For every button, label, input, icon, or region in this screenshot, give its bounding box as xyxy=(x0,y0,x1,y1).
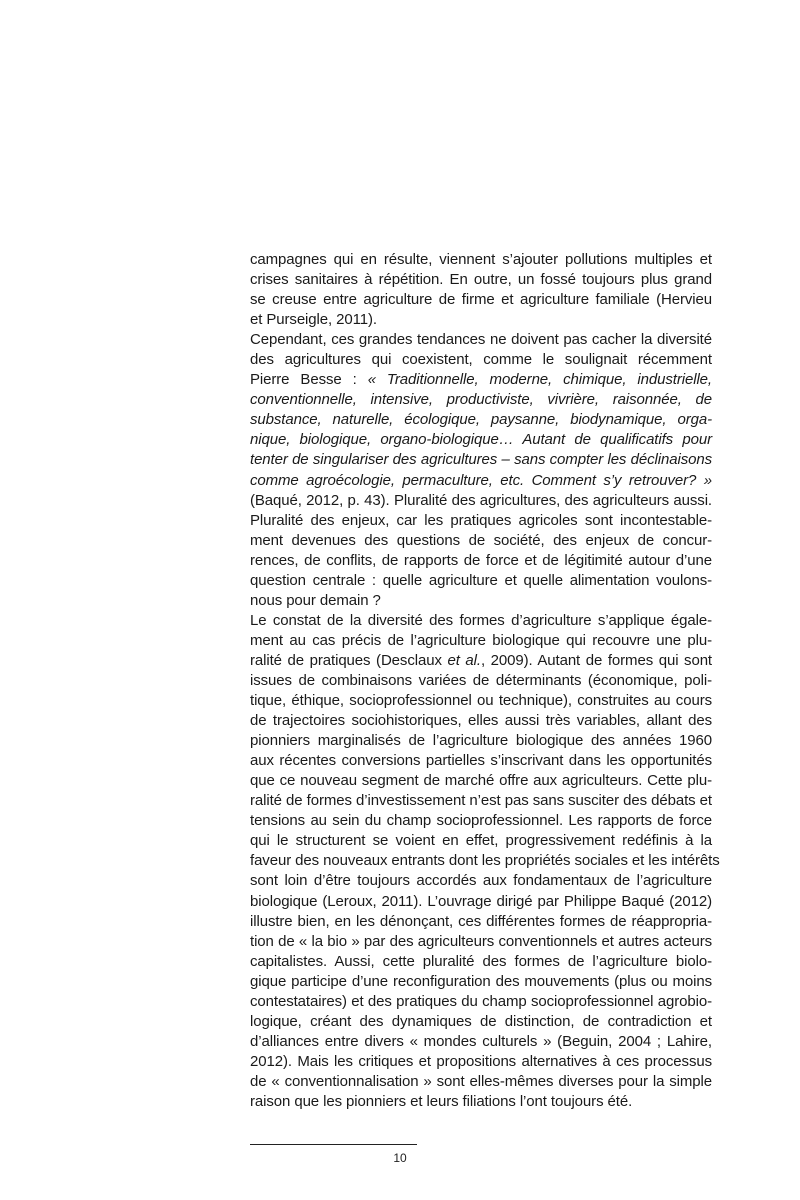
text-run: capitalistes. Aussi, cette pluralité des formes de l’agriculture biolo- xyxy=(250,952,712,970)
text-run: nous pour demain ? xyxy=(250,591,381,609)
text-line xyxy=(250,912,712,932)
text-run: des agricultures qui coexistent, comme le soulignait récemment xyxy=(250,351,712,369)
text-run: tensions au sein du champ socioprofessionnel. Les rapports de force xyxy=(250,812,712,830)
text-line xyxy=(250,430,712,450)
italic-text: tenter de singulariser des agricultures – sans compter les déclinaisons xyxy=(250,451,712,469)
text-line xyxy=(250,932,712,952)
text-line xyxy=(250,350,712,370)
text-run: tique, éthique, socioprofessionnel ou technique), construites au cours xyxy=(250,692,712,710)
italic-text: conventionnelle, intensive, productiviste, vivrière, raisonnée, de xyxy=(250,391,712,409)
text-line xyxy=(250,1012,712,1032)
text-line xyxy=(250,330,712,350)
text-run: ralité de formes d’investissement n’est pas sans susciter des débats et xyxy=(250,792,712,810)
italic-text: et al. xyxy=(447,651,481,669)
text-run: , 2009). Autant de formes qui sont xyxy=(480,651,712,669)
italic-text: substance, naturelle, écologique, paysanne, biodynamique, orga- xyxy=(250,411,712,429)
text-run: ralité de pratiques (Desclaux xyxy=(250,651,448,669)
text-run: raison que les pionniers et leurs filiations l’ont toujours été. xyxy=(250,1092,633,1110)
text-line xyxy=(250,992,712,1012)
text-line xyxy=(250,1052,712,1072)
text-line xyxy=(250,270,712,290)
text-run: qui le structurent se voient en effet, progressivement redéfinis à la xyxy=(250,832,712,850)
text-line xyxy=(250,651,712,671)
text-run: logique, créant des dynamiques de distinction, de contradiction et xyxy=(250,1012,712,1030)
text-line xyxy=(250,691,712,711)
text-line xyxy=(250,611,712,631)
text-run: Le constat de la diversité des formes d’agriculture s’applique égale- xyxy=(250,611,712,629)
text-run: pionniers marginalisés de l’agriculture biologique des années 1960 xyxy=(250,732,712,750)
text-line xyxy=(250,711,712,731)
text-line xyxy=(250,511,712,531)
text-line xyxy=(250,450,712,470)
text-run: (Baqué, 2012, p. 43). Pluralité des agricultures, des agriculteurs aussi. xyxy=(250,491,712,509)
text-line xyxy=(250,731,712,751)
text-line xyxy=(250,831,712,851)
text-run: contestataires) et des pratiques du champ socioprofessionnel agrobio- xyxy=(250,992,712,1010)
text-run: que ce nouveau segment de marché offre aux agriculteurs. Cette plu- xyxy=(250,772,712,790)
text-line xyxy=(250,1032,712,1052)
text-run: question centrale : quelle agriculture et quelle alimentation voulons- xyxy=(250,571,712,589)
text-line xyxy=(250,871,712,891)
text-run: ment au cas précis de l’agriculture biologique qui recouvre une plu- xyxy=(250,631,712,649)
text-line xyxy=(250,531,712,551)
text-line xyxy=(250,751,712,771)
footer-rule xyxy=(250,1144,417,1145)
text-line xyxy=(250,250,712,270)
text-line xyxy=(250,791,712,811)
text-run: Pierre Besse : xyxy=(250,371,368,389)
text-run: Pluralité des enjeux, car les pratiques agricoles sont incontestable- xyxy=(250,511,712,529)
text-line xyxy=(250,952,712,972)
text-run: issues de combinaisons variées de déterminants (économique, poli- xyxy=(250,671,712,689)
text-line xyxy=(250,390,712,410)
text-line xyxy=(250,471,712,491)
page-number: 10 xyxy=(393,1151,407,1165)
text-run: biologique (Leroux, 2011). L’ouvrage dirigé par Philippe Baqué (2012) xyxy=(250,892,712,910)
text-line xyxy=(250,571,712,591)
text-run: illustre bien, en les dénonçant, ces différentes formes de réappropria- xyxy=(250,912,712,930)
italic-text: comme agroécologie, permaculture, etc. Comment s’y retrouver? » xyxy=(250,471,712,489)
text-run: d’alliances entre divers « mondes culturels » (Beguin, 2004 ; Lahire, xyxy=(250,1032,712,1050)
text-run: et Purseigle, 2011). xyxy=(250,311,377,329)
text-line xyxy=(250,631,712,651)
text-run: sont loin d’être toujours accordés aux fondamentaux de l’agriculture xyxy=(250,872,712,890)
text-run: aux récentes conversions partielles s’inscrivant dans les opportunités xyxy=(250,752,712,770)
text-line xyxy=(250,1072,712,1092)
text-line xyxy=(250,310,712,330)
text-line xyxy=(250,491,712,511)
text-line xyxy=(250,370,712,390)
text-line xyxy=(250,591,712,611)
text-run: rences, de conflits, de rapports de force et de légitimité autour d’une xyxy=(250,551,712,569)
text-run: se creuse entre agriculture de firme et agriculture familiale (Hervieu xyxy=(250,291,712,309)
italic-text: nique, biologique, organo-biologique… Autant de qualificatifs pour xyxy=(250,431,712,449)
body-text xyxy=(250,250,720,1112)
text-run: gique participe d’une reconfiguration des mouvements (plus ou moins xyxy=(250,972,712,990)
text-line xyxy=(250,551,712,571)
text-line xyxy=(250,811,712,831)
text-line xyxy=(250,290,712,310)
text-line xyxy=(250,1092,712,1112)
text-run: tion de « la bio » par des agriculteurs conventionnels et autres acteurs xyxy=(250,932,712,950)
text-run: campagnes qui en résulte, viennent s’ajouter pollutions multiples et xyxy=(250,251,712,268)
text-run: de « conventionnalisation » sont elles-mêmes diverses pour la simple xyxy=(250,1072,712,1090)
italic-text: « Traditionnelle, moderne, chimique, industrielle, xyxy=(367,371,712,389)
text-line xyxy=(250,410,712,430)
text-run: ment devenues des questions de société, des enjeux de concur- xyxy=(250,531,712,549)
text-run: faveur des nouveaux entrants dont les propriétés sociales et les intérêts xyxy=(250,852,720,870)
text-line xyxy=(250,892,712,912)
text-line xyxy=(250,671,712,691)
text-line xyxy=(250,851,720,871)
text-line xyxy=(250,972,712,992)
text-run: de trajectoires sociohistoriques, elles aussi très variables, allant des xyxy=(250,712,712,730)
text-run: 2012). Mais les critiques et propositions alternatives à ces processus xyxy=(250,1052,712,1070)
text-run: crises sanitaires à répétition. En outre, un fossé toujours plus grand xyxy=(250,271,712,289)
text-run: Cependant, ces grandes tendances ne doivent pas cacher la diversité xyxy=(250,331,712,349)
text-line xyxy=(250,771,712,791)
